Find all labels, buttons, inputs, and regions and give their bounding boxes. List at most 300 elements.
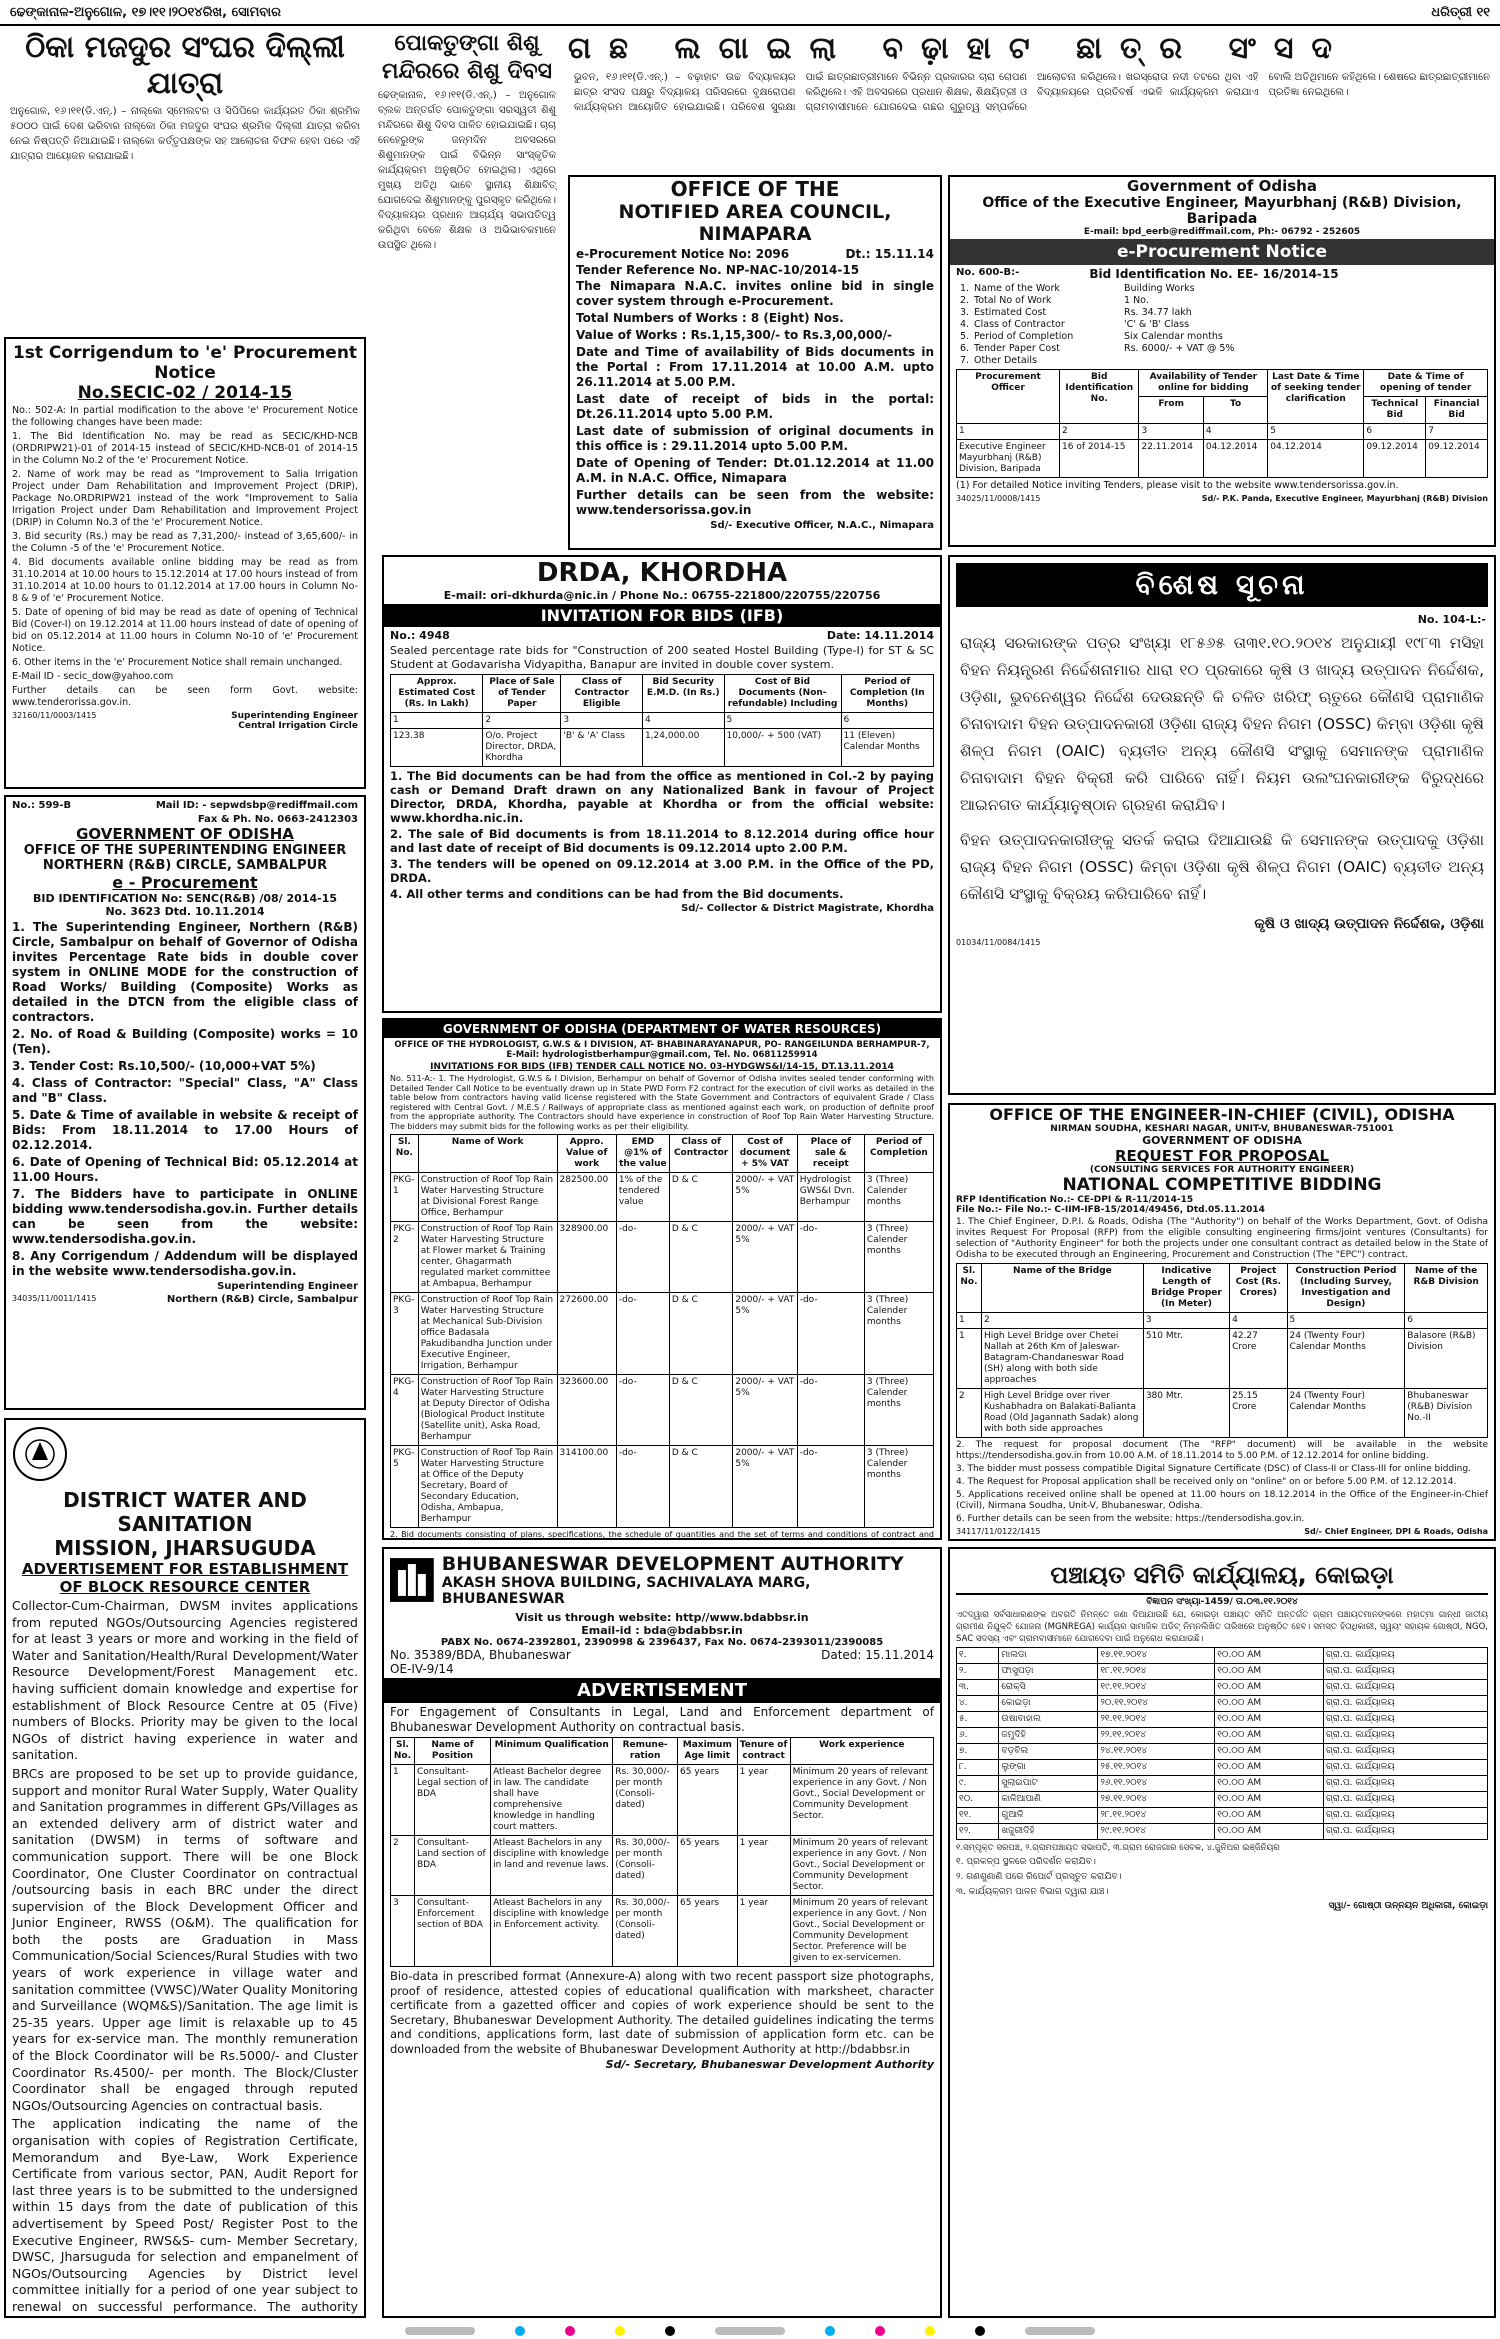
- nimapara-line: Date and Time of availability of Bids documents in the Portal : From 17.11.2014 at 10.00 A.M. upto 26.11.2014 at 5.00 P.M.: [576, 345, 934, 389]
- koida-row-cell: ୪.: [957, 1696, 999, 1712]
- hydro-row-cell: Construction of Roof Top Rain Water Harvesting Structure at Mechanical Sub-Division office Badasala Pakudibandha Junction under Executive Engineer, Irrigation, Berhampur: [418, 1292, 557, 1374]
- bda-header: Name of Position: [414, 1738, 490, 1765]
- hydro-note: 2. Bid documents consisting of plans, specifications, the schedule of quantities and the set of terms and conditions of contract and: [390, 1529, 934, 1539]
- koida-title: ପଞ୍ଚାୟତ ସମିତି କାର୍ଯ୍ୟାଳୟ, କୋଇଡ଼ା: [956, 1557, 1488, 1595]
- bda-adv-bar: ADVERTISEMENT: [384, 1678, 940, 1703]
- bda-addr: AKASH SHOVA BUILDING, SACHIVALAYA MARG, BHUBANESWAR: [441, 1575, 811, 1607]
- baripada-cell: 04.12.2014: [1268, 440, 1364, 478]
- eic-note: 4. The Request for Proposal application shall be received only on "online" on or before 5.00 P.M. of 12.12.2014.: [956, 1477, 1457, 1487]
- koida-row-cell: ୧୯.୧୧.୨୦୧୪: [1098, 1680, 1215, 1696]
- bda-row-cell: Consultant-Land section of BDA: [414, 1836, 490, 1896]
- hydro-row-cell: Construction of Roof Top Rain Water Harvesting Structure at Deputy Director of Odisha (Biological Product Institute (Satellite unit), Aska Road, Berhampur: [418, 1374, 557, 1445]
- baripada-notice: [948, 175, 1496, 547]
- bda-row: [391, 1765, 934, 1836]
- baripada-s0: From: [1139, 397, 1203, 424]
- bda-row-cell: 1 year: [737, 1765, 790, 1836]
- eic-ref: 34117/11/0122/1415: [956, 1527, 1041, 1536]
- hydro-row-cell: PKG-5: [391, 1445, 419, 1527]
- drda-cell: 11 (Eleven) Calendar Months: [841, 729, 933, 767]
- eic-table: [956, 1263, 1488, 1438]
- baripada-item-label: Total No of Work: [974, 295, 1052, 306]
- registration-bar-mid: [715, 2327, 785, 2335]
- sambalpur-bid: BID IDENTIFICATION No: SENC(R&B) /08/ 2014-15: [33, 892, 337, 905]
- eic-rfpid: RFP Identification No.:- CE-DPI & R-11/2014-15: [956, 1195, 1194, 1205]
- registration-bar-right: [1025, 2327, 1095, 2335]
- bda-code: OE-IV-9/14: [390, 1662, 454, 1676]
- black-dot-2: [975, 2326, 985, 2336]
- baripada-item: [960, 331, 1484, 343]
- eic-row-cell: 510 Mtr.: [1143, 1329, 1229, 1389]
- koida-row-cell: ୧୦.୦୦ AM: [1215, 1824, 1324, 1840]
- eic-row-cell: 1: [957, 1329, 982, 1389]
- drda-items: [384, 769, 940, 901]
- bda-row: [391, 1836, 934, 1896]
- baripada-item-label: Name of the Work: [974, 283, 1060, 294]
- dwsm-p3: The application indicating the name of the organisation with copies of Registration Certificate, Memorandum and Bye-Law, Work Experience Certificate from various sector, PAN, Audit Report for last three years is to be submitted to the undersigned within 15 days from the date of publication of this advertisement by Speed Post/ Register Post to the Executive Engineer, RWS&S- cum- Member Secretary, DWSC, Jharsuguda for selection and empanelment of NGOs/Outsourcing Agencies by District level committee initially for a period of one year subject to renewal on successful performance. The authority: [12, 2116, 358, 2314]
- bda-row-cell: Minimum 20 years of relevant experience in any Govt. / Non Govt., Social Development or Community Development Sector.: [790, 1836, 933, 1896]
- print-registration-marks: [0, 2322, 1500, 2339]
- corrigendum-notice: [4, 337, 366, 789]
- hydro-row-cell: PKG-1: [391, 1172, 419, 1221]
- baripada-item-num: 7.: [960, 355, 970, 366]
- bda-table: [390, 1737, 934, 1967]
- eic-row-cell: 42.27 Crore: [1230, 1329, 1287, 1389]
- koida-row: [957, 1712, 1488, 1728]
- koida-note: ୩. କାର୍ଯ୍ୟକ୍ରମ ପାଳନ ବିଭାଗ ଦ୍ୱାରା ଯାଞ୍ଚ।: [956, 1887, 1109, 1897]
- hydro-row-cell: -do-: [797, 1292, 864, 1374]
- sambalpur-ref: 34035/11/0011/1415: [12, 1294, 97, 1303]
- eic-header: Sl. No.: [957, 1264, 982, 1313]
- corrigendum-title: 1st Corrigendum to 'e' Procurement Notice: [12, 343, 358, 383]
- sambalpur-proc: e - Procurement: [112, 873, 258, 892]
- koida-row-cell: ରୋକ୍ସି: [999, 1680, 1098, 1696]
- nimapara-title1: OFFICE OF THE: [670, 177, 840, 201]
- koida-row-cell: ଗ୍ରା.ପ. କାର୍ଯ୍ୟାଳୟ: [1323, 1680, 1487, 1696]
- eic-header: Indicative Length of Bridge Proper (In Meter): [1143, 1264, 1229, 1313]
- hydro-table: [390, 1134, 934, 1528]
- hydro-row-cell: -do-: [616, 1374, 669, 1445]
- koida-row-cell: ୧୧.: [957, 1808, 999, 1824]
- bda-row-cell: Rs. 30,000/- per month (Consoli-dated): [613, 1765, 678, 1836]
- sambalpur-item: 2. No. of Road & Building (Composite) works = 10 (Ten).: [12, 1027, 358, 1056]
- nimapara-line: Last date of submission of original documents in this office is : 29.11.2014 upto 5.00 P.M.: [576, 424, 934, 453]
- baripada-h1: Bid Identification No.: [1060, 370, 1139, 424]
- hydro-row: [391, 1292, 934, 1374]
- baripada-s3: Financial Bid: [1426, 397, 1488, 424]
- koida-panchayat-notice: [948, 1547, 1496, 2318]
- koida-row: [957, 1648, 1488, 1664]
- special-ref: 01034/11/0084/1415: [956, 938, 1041, 947]
- koida-row-cell: ୨୫.୧୧.୨୦୧୪: [1098, 1760, 1215, 1776]
- koida-row-cell: ଗ୍ରା.ପ. କାର୍ଯ୍ୟାଳୟ: [1323, 1808, 1487, 1824]
- hydro-row-cell: 2000/- + VAT 5%: [733, 1445, 797, 1527]
- koida-row-cell: ୯.: [957, 1776, 999, 1792]
- baripada-cell: 16 of 2014-15: [1060, 440, 1139, 478]
- bda-row-cell: Consultant-Legal section of BDA: [414, 1765, 490, 1836]
- eic-col-num: 3: [1143, 1313, 1229, 1329]
- koida-row-cell: ୧୦.୦୦ AM: [1215, 1712, 1324, 1728]
- koida-row: [957, 1824, 1488, 1840]
- tree-planting-body: ଭୁବନ, ୧୬।୧୧(ଡି.ଏନ୍.) – ବଢ଼ାହାଟ ଉଚ୍ଚ ବିଦ୍ୟାଳୟର ଛାତ୍ର ସଂସଦ ପକ୍ଷରୁ ବିଦ୍ୟାଳୟ ପରିସରରେ ବୃକ୍ଷରୋପଣ କାର୍ଯ୍ୟକ୍ରମ ଆୟୋଜିତ ହୋଇଯାଇଛି। ପରିବେଶ ସୁରକ୍ଷା ପାଇଁ ଛାତ୍ରଛାତ୍ରୀମାନେ ବିଭିନ୍ନ ପ୍ରକାରର ଚାରା ରୋପଣ କରିଥିଲେ। ଏହି ଅବସରରେ ପ୍ରଧାନ ଶିକ୍ଷକ, ଶିକ୍ଷୟିତ୍ରୀ ଓ ଗ୍ରାମବାସୀମାନେ ଯୋଗଦେଇ ଗଛର ଗୁରୁତ୍ୱ ସମ୍ପର୍କରେ ଆଲୋଚନା କରିଥିଲେ। ଖରସ୍ରୋତା ନଦୀ ତଟରେ ଥିବା ଏହି ବିଦ୍ୟାଳୟରେ ପ୍ରତିବର୍ଷ ଏଭଳି କାର୍ଯ୍ୟକ୍ରମ କରାଯାଏ ବୋଲି ଅତିଥିମାନେ କହିଥିଲେ। ଶେଷରେ ଛାତ୍ରଛାତ୍ରୀମାନେ ପ୍ରତିଜ୍ଞା ନେଇଥିଲେ।: [574, 72, 1491, 113]
- special-no: No. 104-L:-: [1417, 613, 1486, 626]
- nimapara-sig: Sd/- Executive Officer, N.A.C., Nimapara: [710, 520, 934, 531]
- koida-row-cell: କାଳିଆପାଣି: [999, 1792, 1098, 1808]
- black-dot: [665, 2326, 675, 2336]
- dwsm-p1: Collector-Cum-Chairman, DWSM invites applications from reputed NGOs/Outsourcing Agencies registered for at least 3 years or more and working in the field of Water and Sanitation/Health/Rural Development/Water Resource Development/Forest Management etc. having sufficient domain knowledge and expertise for establishment of Block Resource Centre at 05 (Five) numbers of Blocks. Priority may be given to the local NGOs of district having experience in water and sanitation.: [12, 1598, 358, 1763]
- eic-row-cell: 24 (Twenty Four) Calendar Months: [1287, 1329, 1405, 1389]
- eic-sig: Sd/- Chief Engineer, DPI & Roads, Odisha: [1304, 1527, 1488, 1536]
- koida-row-cell: ୧୮.୧୧.୨୦୧୪: [1098, 1664, 1215, 1680]
- eic-addr: NIRMAN SOUDHA, KESHARI NAGAR, UNIT-V, BHUBANESWAR-751001: [1050, 1124, 1394, 1134]
- hydro-row-cell: Construction of Roof Top Rain Water Harvesting Structure at Flower market & Training center, Ghagarmath regulated market committee at Ambapua, Berhampur: [418, 1221, 557, 1292]
- sambalpur-sig1: Superintending Engineer: [217, 1281, 358, 1292]
- hydro-row-cell: -do-: [616, 1221, 669, 1292]
- baripada-col-num: 5: [1268, 424, 1364, 440]
- baripada-item-label: Period of Completion: [974, 331, 1074, 342]
- koida-row-cell: ୬.: [957, 1728, 999, 1744]
- koida-row-cell: ଜମୁଦିହି: [999, 1728, 1098, 1744]
- hydro-ifb: INVITATIONS FOR BIDS (IFB) TENDER CALL NOTICE NO. 03-HYDGWS&I/14-15, DT.13.11.2014: [430, 1062, 894, 1072]
- drda-sig: Sd/- Collector & District Magistrate, Khordha: [681, 903, 934, 914]
- koida-row-cell: ୧୨.: [957, 1824, 999, 1840]
- hydro-row-cell: 3 (Three) Calender months: [864, 1221, 933, 1292]
- bda-logo-icon: [388, 1556, 436, 1604]
- eic-col-num: 6: [1405, 1313, 1488, 1329]
- corrigendum-item: 2. Name of work may be read as "Improvement to Salia Irrigation Project under Dam Rehabilitation and Improvement Project (DRIP), Package No.ORDRIPW21 instead of the work "Improvement to Salia Irrigation Project under Dam Rehabilitation and Improvement Project (DRIP) in Column No.3 of the 'e' Procurement Notice.: [12, 469, 358, 528]
- baripada-item: [960, 319, 1484, 331]
- hydrologist-notice: [382, 1018, 942, 1540]
- koida-row-cell: ୧୭.୧୧.୨୦୧୪: [1098, 1648, 1215, 1664]
- bda-row-cell: Rs. 30,000/- per month (Consoli-dated): [613, 1836, 678, 1896]
- hydro-row-cell: 1% of the tendered value: [616, 1172, 669, 1221]
- dwsm-title1: DISTRICT WATER AND SANITATION: [63, 1488, 307, 1536]
- baripada-col-num: 3: [1139, 424, 1203, 440]
- corrigendum-item: Further details can be seen form Govt. website: www.tenderorissa.gov.in.: [12, 685, 358, 708]
- koida-row-cell: ଉଷାବାହାଲ: [999, 1712, 1098, 1728]
- corrigendum-item: 3. Bid security (Rs.) may be read as 7,31,200/- instead of 3,65,600/- in the Column -5 of the 'e' Procurement Notice.: [12, 531, 358, 554]
- eic-header: Construction Period (Including Survey, Investigation and Design): [1287, 1264, 1405, 1313]
- baripada-item-label: Estimated Cost: [974, 307, 1047, 318]
- hydro-row-cell: PKG-4: [391, 1374, 419, 1445]
- hydro-row-cell: D & C: [669, 1445, 732, 1527]
- hydro-row-cell: 2000/- + VAT 5%: [733, 1292, 797, 1374]
- koida-row-cell: ୧୦.୦୦ AM: [1215, 1792, 1324, 1808]
- hydro-row-cell: D & C: [669, 1172, 732, 1221]
- baripada-cell: 09.12.2014: [1426, 440, 1488, 478]
- bda-web: Visit us through website: http//www.bdabbsr.in: [515, 1611, 809, 1624]
- eic-title: OFFICE OF THE ENGINEER-IN-CHIEF (CIVIL), ODISHA: [989, 1105, 1455, 1124]
- eic-row-cell: Balasore (R&B) Division: [1405, 1329, 1488, 1389]
- nimapara-line: Value of Works : Rs.1,15,300/- to Rs.3,00,000/-: [576, 328, 892, 342]
- hydro-bar: GOVERNMENT OF ODISHA (DEPARTMENT OF WATER RESOURCES): [384, 1020, 940, 1038]
- koida-row-cell: ଗୁଆଳି: [999, 1808, 1098, 1824]
- drda-header: Place of Sale of Tender Paper: [483, 675, 561, 713]
- eic-header: Name of the Bridge: [981, 1264, 1143, 1313]
- baripada-item-num: 2.: [960, 295, 970, 306]
- eic-col-num: 5: [1287, 1313, 1405, 1329]
- baripada-item-num: 3.: [960, 307, 970, 318]
- koida-row-cell: ୧୦.୦୦ AM: [1215, 1728, 1324, 1744]
- corrigendum-sig2: Central Irrigation Circle: [238, 721, 358, 731]
- hydro-row-cell: PKG-2: [391, 1221, 419, 1292]
- hydro-row-cell: 2000/- + VAT 5%: [733, 1221, 797, 1292]
- yellow-dot-2: [925, 2326, 935, 2336]
- koida-notes: [950, 1842, 1494, 1899]
- odisha-emblem-icon: [10, 1424, 70, 1484]
- drda-item: 1. The Bid documents can be had from the office as mentioned in Col.-2 by paying cash or Demand Draft drawn on any Nationalized Bank in favour of Project Director, DRDA, Khordha, payable at Khordha or from the official website: www.khordha.nic.in.: [390, 769, 934, 825]
- baripada-cell: 09.12.2014: [1364, 440, 1426, 478]
- koida-row-cell: ୧୦.୦୦ AM: [1215, 1696, 1324, 1712]
- koida-row-cell: ୧.: [957, 1648, 999, 1664]
- sishu-headline: ପୋକତୁଙ୍ଗା ଶିଶୁ ମନ୍ଦିରରେ ଶିଶୁ ଦିବସ: [382, 31, 552, 84]
- baripada-ref: 34025/11/0008/1415: [956, 494, 1041, 503]
- baripada-item: [960, 295, 1484, 307]
- eic-note: 3. The bidder must possess compatible Digital Signature Certificate (DSC) of Class-II or Class-III for online bidding.: [956, 1464, 1471, 1474]
- drda-ifb-bar: INVITATION FOR BIDS (IFB): [384, 604, 940, 627]
- corrigendum-item: E-Mail ID - secic_dow@yahoo.com: [12, 671, 174, 682]
- sambalpur-office: OFFICE OF THE SUPERINTENDING ENGINEER NORTHERN (R&B) CIRCLE, SAMBALPUR: [23, 843, 347, 873]
- koida-row-cell: ୧୦.୦୦ AM: [1215, 1776, 1324, 1792]
- corrigendum-item: 4. Bid documents available online bidding may be read as from 31.10.2014 at 10.00 hours to 15.12.2014 at 17.00 hours instead of from 31.10.2014 at 10.00 hours to 01.12.2014 at 17.00 hours in Column No-8 & 9 of 'e' Procurement Notice.: [12, 557, 358, 604]
- koida-row: [957, 1760, 1488, 1776]
- drda-col-num: 6: [841, 713, 933, 729]
- baripada-item-num: 5.: [960, 331, 970, 342]
- baripada-item: [960, 307, 1484, 319]
- bda-row-cell: 65 years: [678, 1836, 738, 1896]
- hydro-office: OFFICE OF THE HYDROLOGIST, G.W.S & I DIVISION, AT- BHABINARAYANAPUR, PO- RANGEILUNDA BERHAMPUR-7, E-Mail: hydrologistberhampur@gmail.com, Tel. No. 06811259914: [394, 1040, 930, 1060]
- baripada-col-num: 4: [1203, 424, 1267, 440]
- koida-row: [957, 1776, 1488, 1792]
- eic-note: 2. The request for proposal document (The "RFP" document) will be available in the website https://tendersodisha.gov.in from 10.00 A.M. of 18.11.2014 to 5.00 P.M. of 12.12.2014 for online bidding.: [956, 1440, 1488, 1461]
- hydro-row-cell: 3 (Three) Calender months: [864, 1445, 933, 1527]
- baripada-item-value: Rs. 34.77 lakh: [1124, 307, 1192, 318]
- koida-row-cell: ୧୦.୦୦ AM: [1215, 1664, 1324, 1680]
- sambalpur-fax: Fax & Ph. No. 0663-2412303: [197, 814, 358, 825]
- koida-row-cell: ୨୦.୧୧.୨୦୧୪: [1098, 1696, 1215, 1712]
- hydro-header: Place of sale & receipt: [797, 1134, 864, 1172]
- drda-no: No.: 4948: [390, 629, 450, 642]
- koida-row-cell: ଗ୍ରା.ପ. କାର୍ଯ୍ୟାଳୟ: [1323, 1728, 1487, 1744]
- sambalpur-item: 4. Class of Contractor: "Special" Class, "A" Class and "B" Class.: [12, 1076, 358, 1105]
- baripada-bar: e-Procurement Notice: [950, 239, 1494, 265]
- hydro-row-cell: 328900.00: [557, 1221, 616, 1292]
- baripada-item-value: Building Works: [1124, 283, 1195, 294]
- koida-row-cell: ୨୨.୧୧.୨୦୧୪: [1098, 1728, 1215, 1744]
- hydro-row: [391, 1221, 934, 1292]
- koida-note: ୧. ପ୍ରକଳ୍ପ ସ୍ଥଳରେ ପରିଦର୍ଶନ କରାଯିବ।: [956, 1857, 1096, 1867]
- eic-col-num: 1: [957, 1313, 982, 1329]
- sambalpur-bidno: No. 3623 Dtd. 10.11.2014: [105, 905, 265, 918]
- baripada-item: [960, 283, 1484, 295]
- drda-item: 4. All other terms and conditions can be had from the Bid documents.: [390, 887, 844, 901]
- sishu-divas-article: [372, 30, 562, 545]
- page-header: [0, 0, 1500, 26]
- drda-header: Cost of Bid Documents (Non-refundable) Including: [724, 675, 841, 713]
- drda-intro: Sealed percentage rate bids for "Construction of 200 seated Hostel Building (Type-I) for ST & SC Student at Godavarisha Vidyapitha, Banapur are invited in double cover system.: [390, 644, 934, 671]
- hydro-row-cell: 314100.00: [557, 1445, 616, 1527]
- hydro-row-cell: -do-: [797, 1374, 864, 1445]
- bda-header: Remune-ration: [613, 1738, 678, 1765]
- eic-col-num: 2: [981, 1313, 1143, 1329]
- baripada-item-label: Tender Paper Cost: [974, 343, 1060, 354]
- bda-row-cell: Rs. 30,000/- per month (Consoli-dated): [613, 1896, 678, 1967]
- yellow-dot: [615, 2326, 625, 2336]
- eic-row-cell: 25.15 Crore: [1230, 1389, 1287, 1438]
- bda-row-cell: 3: [391, 1896, 415, 1967]
- bda-row-cell: Atleast Bachelors in any discipline with knowledge in land and revenue laws.: [491, 1836, 613, 1896]
- bda-dated: Dated: 15.11.2014: [821, 1648, 934, 1662]
- drda-cell: O/o. Project Director, DRDA, Khordha: [483, 729, 561, 767]
- header-dateline: ଢେଙ୍କାନାଳ-ଅନୁଗୋଳ, ୧୭।୧୧।୨୦୧୪ରିଖ, ସୋମବାର: [10, 4, 281, 20]
- eic-note: 5. Applications received online shall be opened at 11.00 hours on 18.12.2014 in the Office of the Engineer-in-Chief (Civil), Nirmana Soudha, Unit-V, Bhubaneswar, Odisha.: [956, 1490, 1488, 1511]
- eic-file: File No.:- File No.:- C-IIM-IFB-15/2014/49456, Dtd.05.11.2014: [956, 1205, 1265, 1215]
- hydro-header: Appro. Value of work: [557, 1134, 616, 1172]
- koida-row-cell: ୧୦.୦୦ AM: [1215, 1680, 1324, 1696]
- koida-row-cell: ଗ୍ରା.ପ. କାର୍ଯ୍ୟାଳୟ: [1323, 1712, 1487, 1728]
- drda-col-num: 1: [391, 713, 483, 729]
- nimapara-dt: Dt.: 15.11.14: [845, 247, 934, 261]
- baripada-gov: Government of Odisha: [1127, 177, 1317, 195]
- hydro-row-cell: 323600.00: [557, 1374, 616, 1445]
- bda-header: Maximum Age limit: [678, 1738, 738, 1765]
- eic-row-cell: 380 Mtr.: [1143, 1389, 1229, 1438]
- eic-row-cell: 2: [957, 1389, 982, 1438]
- koida-row-cell: ଗ୍ରା.ପ. କାର୍ଯ୍ୟାଳୟ: [1323, 1792, 1487, 1808]
- koida-row-cell: ମାଲଡା: [999, 1648, 1098, 1664]
- drda-title: DRDA, KHORDHA: [536, 558, 788, 588]
- koida-row: [957, 1664, 1488, 1680]
- hydro-row-cell: 2000/- + VAT 5%: [733, 1172, 797, 1221]
- hydro-row-cell: PKG-3: [391, 1292, 419, 1374]
- hydro-header: Cost of document + 5% VAT: [733, 1134, 797, 1172]
- bda-row-cell: 1 year: [737, 1896, 790, 1967]
- baripada-item: [960, 343, 1484, 355]
- baripada-item-num: 1.: [960, 283, 970, 294]
- eic-ncb: NATIONAL COMPETITIVE BIDDING: [1062, 1175, 1382, 1195]
- hydro-header: Name of Work: [418, 1134, 557, 1172]
- koida-row: [957, 1696, 1488, 1712]
- koida-row: [957, 1744, 1488, 1760]
- drda-header: Period of Completion (In Months): [841, 675, 933, 713]
- eic-intro: 1. The Chief Engineer, D.P.I. & Roads, Odisha (The "Authority") on behalf of the Works Department, Govt. of Odisha invites Request For Proposal (RFP) from the eligible consulting engineering firms/joint ventures (Consultants) for selection of "Authority Engineer" for both the projects under one consultant contract as detailed below in the State of Odisha to be executed through an Engineering, Procurement and Construction (The "EPC") contract.: [956, 1217, 1488, 1260]
- koida-row-cell: ବଡ଼ବିଲ: [999, 1744, 1098, 1760]
- hydro-header: Sl. No.: [391, 1134, 419, 1172]
- baripada-no: No. 600-B:-: [956, 267, 1020, 278]
- corrigendum-item: 5. Date of opening of bid may be read as date of opening of Technical Bid (Cover-I) on 19.12.2014 at 11.00 hours instead of date of opening of bid on 05.12.2014 at 11.00 hours in Column No-10 of 'e' Procurement Notice.: [12, 607, 358, 654]
- eic-note: 6. Further details can be seen from the website: https://tendersodisha.gov.in.: [956, 1514, 1305, 1524]
- koida-row-cell: ୧୦.୦୦ AM: [1215, 1808, 1324, 1824]
- baripada-items: [960, 283, 1484, 367]
- nimapara-notice: [568, 175, 942, 550]
- koida-table: [956, 1647, 1488, 1840]
- sambalpur-item: 8. Any Corrigendum / Addendum will be displayed in the website www.tendersodisha.gov.in.: [12, 1249, 358, 1278]
- eic-rfp-notice: [948, 1103, 1496, 1541]
- rally-body: ଅନୁଗୋଳ, ୧୬।୧୧(ଡି.ଏନ୍.) – ନାଲ୍କୋ ସ୍ମେଲଟର ଓ ସିପିପିରେ କାର୍ଯ୍ୟରତ ଠିକା ଶ୍ରମିକ ୫୦୦୦ ପାଇଁ ଦେଶ ଭରିବାର ନାଲ୍କୋ ଠିକା ମଜଦୁର ସଂଘର ଶ୍ରମିକ ଦିଲ୍ଲୀ ଯାତ୍ରା କରିବା ନେଇ ନିଷ୍ପତ୍ତି ନିଆଯାଇଛି। ନାଲ୍କୋ କର୍ତ୍ତୃପକ୍ଷଙ୍କ ସହ ଆଲୋଚନା ବିଫଳ ହେବା ପରେ ଏହି ଯାତ୍ରାର ଆୟୋଜନ କରାଯାଇଛି।: [10, 106, 360, 162]
- baripada-h4: Date & Time of opening of tender: [1364, 370, 1488, 397]
- rally-news-article: [4, 30, 366, 330]
- baripada-cell: Executive Engineer Mayurbhanj (R&B) Division, Baripada: [957, 440, 1060, 478]
- drda-col-num: 2: [483, 713, 561, 729]
- koida-row-cell: ୧୦.୦୦ AM: [1215, 1760, 1324, 1776]
- baripada-item-label: Class of Contractor: [974, 319, 1065, 330]
- drda-date: Date: 14.11.2014: [826, 629, 934, 642]
- hydro-header: Period of Completion: [864, 1134, 933, 1172]
- baripada-email: E-mail: bpd_eerb@rediffmail.com, Ph:- 06792 - 252605: [1083, 227, 1361, 237]
- bda-email: Email-id : bda@bdabbsr.in: [581, 1624, 743, 1637]
- koida-observers: ୧.ସମ୍ପୃକ୍ତ ସରପଞ୍ଚ, ୨.ଗ୍ରାମପଞ୍ଚାୟତ ସଭାପତି, ୩.ଗ୍ରାମ ରୋଜଗାର ସେବକ, ୪.ଜୁନିଅର ଇଞ୍ଜିନିୟର: [956, 1843, 1280, 1853]
- baripada-item-value: 'C' & 'B' Class: [1124, 319, 1190, 330]
- bda-row-cell: Minimum 20 years of relevant experience in any Govt. / Non Govt., Social Development or Community Development Sector.: [790, 1765, 933, 1836]
- eic-header: Name of the R&B Division: [1405, 1264, 1488, 1313]
- dwsm-sub2: OF BLOCK RESOURCE CENTER: [59, 1578, 311, 1596]
- sambalpur-items: [6, 920, 364, 1279]
- special-p1: ରାଜ୍ୟ ସରକାରଙ୍କ ପତ୍ର ସଂଖ୍ୟା ୧୮୫୬୫ ତା୩୧.୧୦.୨୦୧୪ ଅନୁଯାୟୀ ୧୯୮୩ ମସିହା ବିହନ ନିୟନ୍ତ୍ରଣ ନିର୍ଦ୍ଦେଶନାମାର ଧାରା ୧୦ ପ୍ରକାରେ କୃଷି ଓ ଖାଦ୍ୟ ଉତ୍ପାଦନ ନିର୍ଦ୍ଦେଶକ, ଓଡ଼ିଶା, ଭୁବନେଶ୍ୱର ନିର୍ଦ୍ଦେଶ ଦେଉଛନ୍ତି କି ଚଳିତ ଖରିଫ୍ ଋତୁରେ କୌଣସି ପ୍ରାମାଣିକ ଚିନାବାଦାମ ବିହନ ଉତ୍ପାଦନକାରୀ ଓଡ଼ିଶା ରାଜ୍ୟ ବିହନ ନିଗମ (OSSC) କିମ୍ବା ଓଡ଼ିଶା କୃଷି ଶିଳ୍ପ ନିଗମ (OAIC) ବ୍ୟତୀତ ଅନ୍ୟ କୌଣସି ସଂସ୍ଥାକୁ ସେମାନଙ୍କ ପ୍ରାମାଣିକ ଚିନାବାଦାମ ବିହନ ବିକ୍ରୀ କରି ପାରିବେ ନାହିଁ। ନିୟମ ଉଲଂଘନକାରୀଙ୍କ ବିରୁଦ୍ଧରେ ଆଇନଗତ କାର୍ଯ୍ୟାନୁଷ୍ଠାନ ଗ୍ରହଣ କରାଯିବ।: [960, 634, 1484, 814]
- cyan-dot-2: [825, 2326, 835, 2336]
- drda-cell: 1,24,000.00: [642, 729, 724, 767]
- hydro-row-cell: 3 (Three) Calender months: [864, 1374, 933, 1445]
- bda-header: Tenure of contract: [737, 1738, 790, 1765]
- koida-row-cell: ଗ୍ରା.ପ. କାର୍ଯ୍ୟାଳୟ: [1323, 1824, 1487, 1840]
- corrigendum-item: 6. Other items in the 'e' Procurement Notice shall remain unchanged.: [12, 657, 343, 668]
- sambalpur-gov: GOVERNMENT OF ODISHA: [76, 825, 294, 843]
- koida-row-cell: ଗ୍ରା.ପ. କାର୍ଯ୍ୟାଳୟ: [1323, 1696, 1487, 1712]
- corrigendum-ref: 32160/11/0003/1415: [12, 711, 97, 720]
- baripada-item-num: 4.: [960, 319, 970, 330]
- bda-row-cell: 65 years: [678, 1765, 738, 1836]
- koida-row: [957, 1680, 1488, 1696]
- corrigendum-lead: No.: 502-A: In partial modification to the above 'e' Procurement Notice the following changes have been made:: [12, 405, 358, 428]
- eic-row-cell: High Level Bridge over Chetei Nallah at 26th Km of Jaleswar-Batagram-Chandaneswar Road (SH) along with both side approaches: [981, 1329, 1143, 1389]
- eic-row: [957, 1329, 1488, 1389]
- baripada-col-num: 7: [1426, 424, 1488, 440]
- drda-col-num: 4: [642, 713, 724, 729]
- baripada-item-value: Rs. 6000/- + VAT @ 5%: [1124, 343, 1235, 354]
- bda-row-cell: 65 years: [678, 1896, 738, 1967]
- hydro-row: [391, 1374, 934, 1445]
- registration-bar-left: [405, 2327, 475, 2335]
- sambalpur-item: 3. Tender Cost: Rs.10,500/- (10,000+VAT 5%): [12, 1059, 316, 1073]
- baripada-table: [956, 369, 1488, 478]
- baripada-s2: Technical Bid: [1364, 397, 1426, 424]
- dwsm-sub1: ADVERTISEMENT FOR ESTABLISHMENT: [21, 1560, 349, 1578]
- dwsm-p2: BRCs are proposed to be set up to provide guidance, support and monitor Rural Water Supply, Water Quality and Sanitation programmes in different GPs/Villages as an extended delivery arm of district water and sanitation (DWSM) in terms of software and communication support. There will be one Block Coordinator, One Cluster Coordinator on contractual /outsourcing basis in each BRC under the direct supervision of the Block Development Officer and Junior Engineer, RWSS (O&M). The qualification for both the posts are Graduation in Mass Communication/Social Sciences/Rural Studies with two years of work experience in village water and sanitation committee (VWSC)/Water Quality Monitoring and Surveillance (WQM&S)/Sanitation. The age limit is 25-35 years. Upper age limit is relaxable up to 45 years for ex-service man. The monthly remuneration of the Block Coordinator will be Rs.5000/- and Cluster Coordinator Rs.4500/- per month. The Block/Cluster Coordinator shall be engaged through reputed NGOs/Outsourcing Agencies on contractual basis.: [12, 1765, 358, 2113]
- baripada-h0: Procurement Officer: [957, 370, 1060, 424]
- koida-row-cell: ୨.: [957, 1664, 999, 1680]
- bda-footer: Bio-data in prescribed format (Annexure-A) along with two recent passport size photographs, proof of residence, attested copies of educational qualification with marksheet, character certificate from a gazetted officer and copies of work experience should be sent to the Secretary, Bhubaneswar Development Authority. The detailed guidelines indicating the terms and conditions, applications form, last date of submission of application form etc. can be downloaded from the website of Bhubaneswar Development Authority at http://bdabbsr.in: [390, 1969, 934, 2056]
- koida-row-cell: ୫.: [957, 1712, 999, 1728]
- hydro-row-cell: Hydrologist GWS&I Dvn. Berhampur: [797, 1172, 864, 1221]
- drda-khordha-notice: [382, 555, 942, 1013]
- hydro-row-cell: D & C: [669, 1292, 732, 1374]
- baripada-h2: Availability of Tender online for bidding: [1139, 370, 1268, 397]
- eic-rfp: REQUEST FOR PROPOSAL: [1114, 1147, 1329, 1165]
- bda-header: Sl. No.: [391, 1738, 415, 1765]
- nimapara-line: Total Numbers of Works : 8 (Eight) Nos.: [576, 311, 844, 325]
- koida-row-cell: ୮.: [957, 1760, 999, 1776]
- bda-header: Minimum Qualification: [491, 1738, 613, 1765]
- koida-note: ୨. ଗଣଶୁଣାଣି ପରେ ରିପୋର୍ଟ ପ୍ରସ୍ତୁତ କରାଯିବ।: [956, 1872, 1122, 1882]
- hydro-row-cell: Construction of Roof Top Rain Water Harvesting Structure at Divisional Forest Range Office, Berhampur: [418, 1172, 557, 1221]
- sambalpur-notice: [4, 795, 366, 1410]
- baripada-h3: Last Date & Time of seeking tender clarification: [1268, 370, 1364, 424]
- eic-row-cell: High Level Bridge over river Kushabhadra on Balakati-Balianta Road (Old Jagannath Sadak) along with both side approaches: [981, 1389, 1143, 1438]
- magenta-dot: [565, 2326, 575, 2336]
- hydro-row-cell: Construction of Roof Top Rain Water Harvesting Structure at Office of the Deputy Secretary, Board of Secondary Education, Odisha, Ambapua, Berhampur: [418, 1445, 557, 1527]
- drda-header: Class of Contractor Eligible: [561, 675, 643, 713]
- sambalpur-sig2: Northern (R&B) Circle, Sambalpur: [166, 1294, 358, 1305]
- header-page-number: ଧରିତ୍ରୀ ୧୧: [1431, 4, 1490, 20]
- koida-row-cell: ଗ୍ରା.ପ. କାର୍ଯ୍ୟାଳୟ: [1323, 1744, 1487, 1760]
